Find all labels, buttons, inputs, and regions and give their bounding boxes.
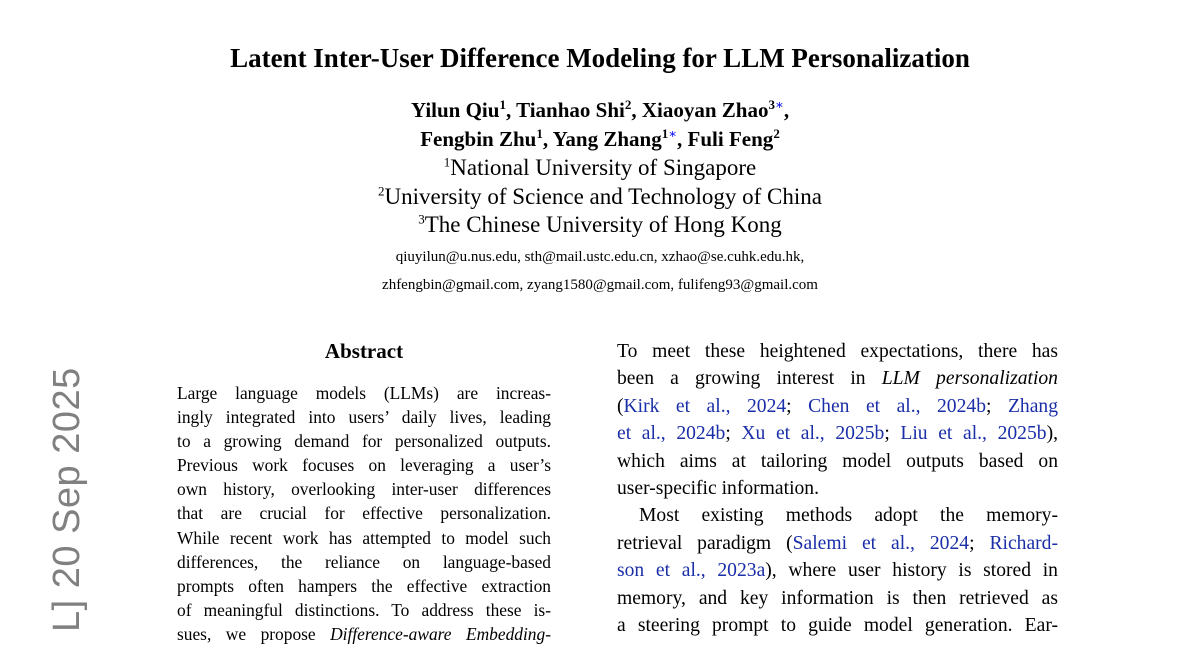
corresponding-author-mark[interactable]: ∗ [668, 126, 678, 141]
citation-link[interactable]: Salemi et al., 2024 [792, 532, 970, 554]
affiliation-mark: 1 [536, 126, 543, 141]
abstract-line: Previous work focuses on leveraging a user’s [177, 455, 551, 476]
citation-link[interactable]: Richard- [989, 532, 1058, 554]
abstract-line: differences, the reliance on language-based [177, 551, 551, 572]
abstract-body [177, 381, 551, 646]
abstract-line: that are crucial for effective personalization. [177, 503, 551, 524]
abstract-line: own history, overlooking inter-user differences [177, 479, 551, 500]
body-text: ), where user history is stored in [765, 560, 1058, 582]
author-line-2: Fengbin Zhu$^1$, Yang Zhang$^{1∗}$, Fuli Feng$^2$ [420, 126, 780, 151]
affiliation [0, 154, 1200, 183]
author-line-1: Yilun Qiu$^1$, Tianhao Shi$^2$, Xiaoyan Zhao$^{3∗}$, [410, 97, 790, 122]
email-list [0, 243, 1200, 299]
author-list [0, 96, 1200, 154]
affiliation [0, 183, 1200, 212]
affiliation-mark: 2 [624, 97, 632, 112]
email-line: qiuyilun@u.nus.edu, sth@mail.ustc.edu.cn, xzhao@se.cuhk.edu.hk, [395, 249, 805, 265]
affiliation-mark: 3 [418, 211, 425, 227]
affiliation-mark: 3 [768, 97, 775, 112]
citation-link[interactable]: Kirk et al., 2024 [623, 395, 787, 417]
citation-link[interactable]: Xu et al., 2025b [741, 423, 885, 445]
body-text: been a growing interest in [617, 368, 882, 390]
abstract-line: While recent work has attempted to model such [177, 527, 551, 548]
abstract-text: sues, we propose [177, 623, 331, 644]
body-text: retrieval paradigm ( [617, 532, 793, 554]
affiliation-text: The Chinese University of Hong Kong [424, 212, 782, 237]
affiliation [0, 211, 1200, 240]
body-line [617, 557, 1058, 584]
author-name: Tianhao Shi [516, 98, 625, 122]
affiliation-mark: 2 [773, 126, 780, 141]
intro-column [617, 338, 1058, 639]
affiliation-text: University of Science and Technology of China [384, 183, 822, 209]
email-line: zhfengbin@gmail.com, zyang1580@gmail.com, fulifeng93@gmail.com [382, 277, 818, 293]
author-name: Fuli Feng [687, 127, 774, 151]
citation-link[interactable]: Chen et al., 2024b [808, 395, 986, 417]
body-line: et al., 2024b; Xu et al., 2025b; Liu et al., 2025b), [617, 423, 1058, 445]
affiliation-mark: 2 [378, 182, 385, 198]
body-line [617, 365, 1058, 392]
affiliation-list [0, 154, 1200, 240]
method-name: Difference-aware Embedding- [330, 623, 551, 644]
body-line: which aims at tailoring model outputs based on [617, 450, 1058, 472]
abstract-line: ingly integrated into users’ daily lives, leading [177, 407, 551, 428]
corresponding-author-mark[interactable]: ∗ [774, 97, 784, 112]
author-name: Yang Zhang [552, 127, 662, 151]
body-line: (Kirk et al., 2024; Chen et al., 2024b; Zhang [617, 395, 1058, 417]
body-line: retrieval paradigm (Salemi et al., 2024; Richard- [617, 532, 1058, 554]
body-line: Most existing methods adopt the memory- [639, 505, 1058, 527]
abstract-line: prompts often hampers the effective extraction [177, 575, 551, 596]
body-line: To meet these heightened expectations, there has [617, 341, 1058, 362]
abstract-heading: Abstract [324, 339, 404, 363]
affiliation-text: National University of Singapore [450, 155, 757, 180]
paper-title: Latent Inter-User Difference Modeling for LLM Personalization [230, 43, 970, 73]
abstract-line: of meaningful distinctions. To address these is- [177, 599, 551, 620]
affiliation-mark: 1 [443, 154, 451, 170]
body-line: memory, and key information is then retrieved as [617, 587, 1058, 609]
emphasis-text: LLM personalization [881, 368, 1058, 390]
abstract-line [177, 622, 551, 646]
abstract-line: Large language models (LLMs) are increas- [177, 383, 551, 403]
abstract-line: to a growing demand for personalized outputs. [177, 431, 551, 452]
citation-link[interactable]: Zhang [1007, 395, 1058, 417]
author-name: Yilun Qiu [410, 98, 500, 122]
citation-link[interactable]: son et al., 2023a [617, 560, 766, 582]
arxiv-stamp: L] 20 Sep 2025 [46, 367, 88, 632]
affiliation-mark: 1 [661, 126, 669, 141]
affiliation-mark: 1 [499, 97, 506, 112]
citation-link[interactable]: Liu et al., 2025b [900, 423, 1047, 445]
body-line: user-specific information. [617, 478, 820, 500]
author-name: Fengbin Zhu [420, 127, 537, 151]
body-line: a steering prompt to guide model generation. Ear- [617, 615, 1058, 637]
citation-link[interactable]: et al., 2024b [617, 423, 726, 445]
author-name: Xiaoyan Zhao [641, 98, 769, 122]
